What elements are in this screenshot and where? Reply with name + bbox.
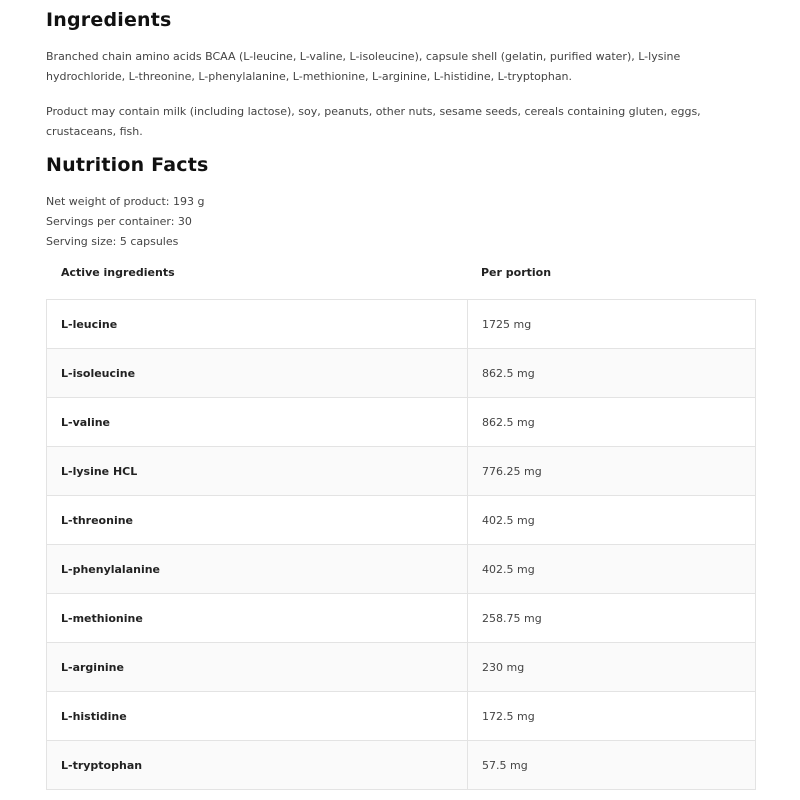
ingredient-name: L-lysine HCL <box>47 447 468 496</box>
table-row <box>47 496 756 545</box>
ingredient-name: L-threonine <box>47 496 468 545</box>
ingredients-heading: Ingredients <box>46 9 172 31</box>
table-row <box>47 300 756 349</box>
ingredient-name: L-isoleucine <box>47 349 468 398</box>
net-weight-text: Net weight of product: 193 g <box>46 195 205 208</box>
table-row <box>47 447 756 496</box>
table-row <box>47 545 756 594</box>
serving-size-text: Serving size: 5 capsules <box>46 234 179 248</box>
table-row <box>47 594 756 643</box>
ingredient-amount: 230 mg <box>468 643 756 692</box>
ingredient-amount: 1725 mg <box>468 300 756 349</box>
ingredient-amount: 402.5 mg <box>468 496 756 545</box>
ingredient-amount: 57.5 mg <box>468 741 756 790</box>
table-row <box>47 398 756 447</box>
ingredient-amount: 862.5 mg <box>468 398 756 447</box>
table-row <box>47 692 756 741</box>
ingredient-name: L-phenylalanine <box>47 545 468 594</box>
ingredient-amount: 862.5 mg <box>468 349 756 398</box>
ingredient-name: L-methionine <box>47 594 468 643</box>
ingredient-amount: 258.75 mg <box>468 594 756 643</box>
ingredient-name: L-leucine <box>47 300 468 349</box>
servings-text: Servings per container: 30 <box>46 214 192 228</box>
ingredient-amount: 172.5 mg <box>468 692 756 741</box>
ingredient-amount: 776.25 mg <box>468 447 756 496</box>
ingredient-name: L-histidine <box>47 692 468 741</box>
table-row <box>47 741 756 790</box>
column-header-portion: Per portion <box>481 266 552 279</box>
allergens-text: Product may contain milk (including lactose), soy, peanuts, other nuts, sesame seeds, cereals containing gluten, eggs, crustaceans, fish. <box>46 105 701 138</box>
ingredient-amount: 402.5 mg <box>468 545 756 594</box>
table-row <box>47 643 756 692</box>
ingredients-text: Branched chain amino acids BCAA (L-leucine, L-valine, L-isoleucine), capsule shell (gelatin, purified water), L-lysine hydrochloride, L-threonine, L-phenylalanine, L-methionine, L-arginine, L-histidine, L-tryptophan. <box>46 50 681 83</box>
table-row <box>47 349 756 398</box>
ingredient-name: L-tryptophan <box>47 741 468 790</box>
nutrition-table <box>46 299 756 790</box>
ingredient-name: L-valine <box>47 398 468 447</box>
column-header-ingredient: Active ingredients <box>61 266 175 279</box>
ingredient-name: L-arginine <box>47 643 468 692</box>
nutrition-facts-heading: Nutrition Facts <box>46 154 209 176</box>
nutrition-meta <box>46 192 204 251</box>
